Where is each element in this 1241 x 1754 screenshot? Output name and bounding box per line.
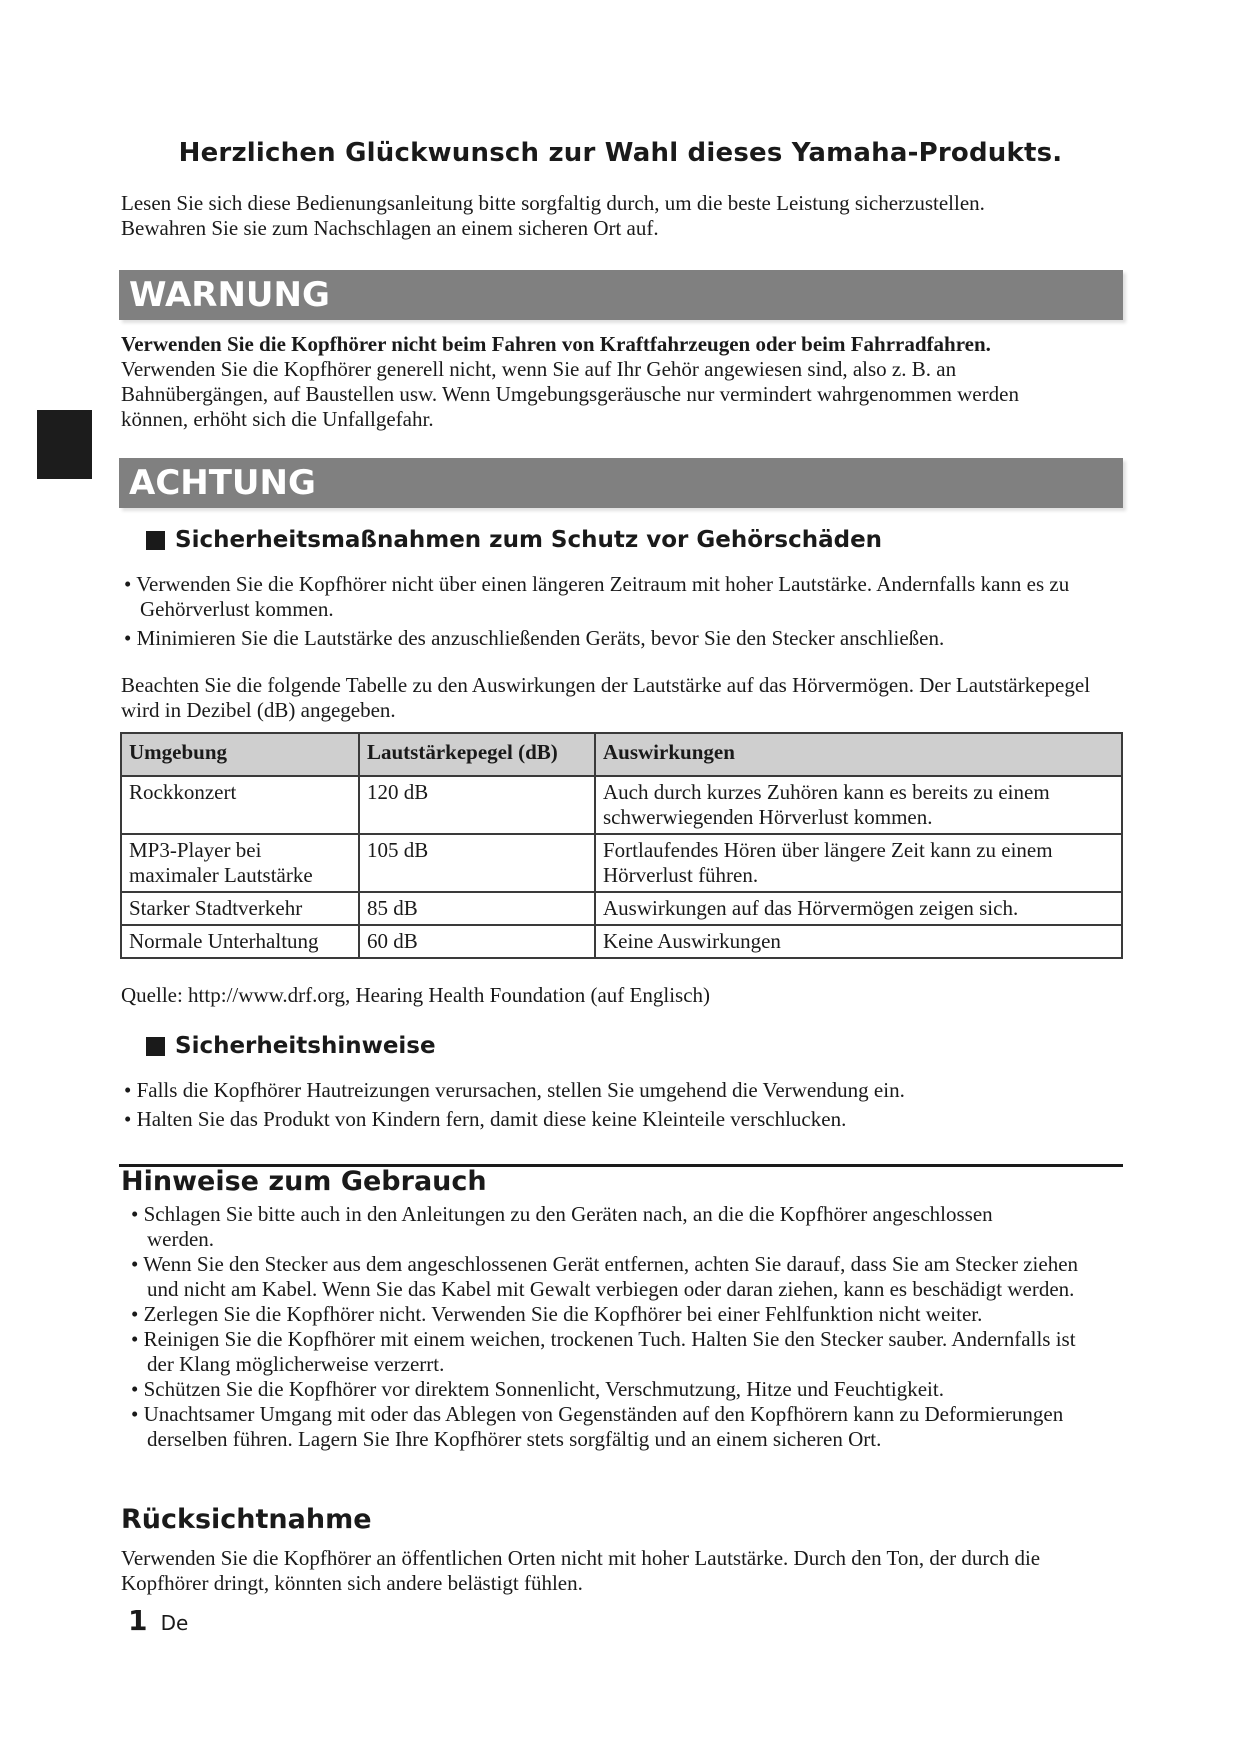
consideration-text: Verwenden Sie die Kopfhörer an öffentlichen Orten nicht mit hoher Lautstärke. Durch den Ton, der durch die Kopfhörer dringt, könnten sich andere belästigt fühlen. [121, 1546, 1041, 1595]
intro-line-1: Lesen Sie sich diese Bedienungsanleitung bitte sorgfaltig durch, um die beste Leistung sicherzustellen. [121, 191, 985, 215]
usage-heading: Hinweise zum Gebrauch [121, 1166, 487, 1197]
cell-effects: Auch durch kurzes Zuhören kann es bereits zu einem schwerwiegenden Hörverlust kommen. [595, 776, 1122, 834]
safety-notes-subheading [146, 1033, 436, 1059]
cell-level: 60 dB [359, 925, 595, 958]
table-intro: Beachten Sie die folgende Tabelle zu den Auswirkungen der Lautstärke auf das Hörvermögen. Der Lautstärkepegel wird in Dezibel (dB) angegeben. [121, 673, 1091, 722]
consideration-heading: Rücksichtnahme [121, 1504, 372, 1535]
list-item: • Schlagen Sie bitte auch in den Anleitungen zu den Geräten nach, an die die Kopfhörer angeschlossen werden. [131, 1202, 993, 1251]
list-item: • Halten Sie das Produkt von Kindern fern, damit diese keine Kleinteile verschlucken. [124, 1107, 847, 1131]
intro-line-2: Bewahren Sie sie zum Nachschlagen an einem sicheren Ort auf. [121, 216, 659, 240]
table-row [121, 834, 1122, 892]
page-title: Herzlichen Glückwunsch zur Wahl dieses Yamaha-Produkts. [178, 138, 1063, 168]
header-effects: Auswirkungen [595, 733, 1122, 776]
warning-text [121, 332, 1131, 432]
table-row [121, 776, 1122, 834]
safety-notes-title: Sicherheitshinweise [175, 1033, 436, 1059]
cell-effects: Auswirkungen auf das Hörvermögen zeigen sich. [595, 892, 1122, 925]
hearing-bullets [124, 572, 1134, 655]
table-row [121, 892, 1122, 925]
list-item: • Falls die Kopfhörer Hautreizungen verursachen, stellen Sie umgehend die Verwendung ein. [124, 1078, 905, 1102]
cell-environment: Normale Unterhaltung [121, 925, 359, 958]
cell-effects: Keine Auswirkungen [595, 925, 1122, 958]
square-bullet-icon [146, 1037, 165, 1056]
cell-effects: Fortlaufendes Hören über längere Zeit kann zu einem Hörverlust führen. [595, 834, 1122, 892]
cell-level: 85 dB [359, 892, 595, 925]
caution-banner: ACHTUNG [119, 458, 1123, 508]
header-level: Lautstärkepegel (dB) [359, 733, 595, 776]
volume-table [120, 732, 1123, 959]
list-item: • Wenn Sie den Stecker aus dem angeschlossenen Gerät entfernen, achten Sie darauf, dass Sie am Stecker ziehen und nicht am Kabel. Wenn Sie das Kabel mit Gewalt verbiegen oder daran ziehen, kann es beschädigt werden. [131, 1252, 1079, 1301]
page-number: 1 [128, 1604, 148, 1637]
table-row [121, 925, 1122, 958]
cell-environment: MP3-Player bei maximaler Lautstärke [121, 834, 359, 892]
list-item: • Zerlegen Sie die Kopfhörer nicht. Verwenden Sie die Kopfhörer bei einer Fehlfunktion nicht weiter. [131, 1302, 983, 1326]
cell-environment: Starker Stadtverkehr [121, 892, 359, 925]
page-footer [128, 1604, 188, 1637]
hearing-protection-title: Sicherheitsmaßnahmen zum Schutz vor Gehörschäden [175, 527, 883, 553]
list-item: • Verwenden Sie die Kopfhörer nicht über einen längeren Zeitraum mit hoher Lautstärke. Andernfalls kann es zu Gehörverlust kommen. [124, 572, 1070, 621]
table-header-row [121, 733, 1122, 776]
cell-level: 105 dB [359, 834, 595, 892]
list-item: • Schützen Sie die Kopfhörer vor direktem Sonnenlicht, Verschmutzung, Hitze und Feuchtigkeit. [131, 1377, 944, 1401]
language-code: De [160, 1611, 189, 1635]
cell-environment: Rockkonzert [121, 776, 359, 834]
hearing-protection-subheading [146, 527, 882, 553]
header-environment: Umgebung [121, 733, 359, 776]
safety-bullets [124, 1078, 1134, 1136]
table-source: Quelle: http://www.drf.org, Hearing Health Foundation (auf Englisch) [121, 983, 711, 1007]
cell-level: 120 dB [359, 776, 595, 834]
side-tab-marker [37, 410, 92, 479]
warning-bold-line: Verwenden Sie die Kopfhörer nicht beim Fahren von Kraftfahrzeugen oder beim Fahrradfahren. [121, 332, 991, 356]
list-item: • Reinigen Sie die Kopfhörer mit einem weichen, trockenen Tuch. Halten Sie den Stecker sauber. Andernfalls ist der Klang möglicherweise verzerrt. [131, 1327, 1076, 1376]
square-bullet-icon [146, 531, 165, 550]
intro-text [121, 191, 1131, 241]
warning-body: Verwenden Sie die Kopfhörer generell nicht, wenn Sie auf Ihr Gehör angewiesen sind, also z. B. an Bahnübergängen, auf Baustellen usw. Wenn Umgebungsgeräusche nur vermindert wahrgenommen werden können, erhöht sich die Unfallgefahr. [121, 357, 1019, 431]
usage-bullets [131, 1202, 1141, 1452]
list-item: • Minimieren Sie die Lautstärke des anzuschließenden Geräts, bevor Sie den Stecker anschließen. [124, 626, 945, 650]
warning-banner: WARNUNG [119, 270, 1123, 320]
list-item: • Unachtsamer Umgang mit oder das Ablegen von Gegenständen auf den Kopfhörern kann zu Deformierungen derselben führen. Lagern Sie Ihre Kopfhörer stets sorgfältig und an einem sicheren Ort. [131, 1402, 1064, 1451]
